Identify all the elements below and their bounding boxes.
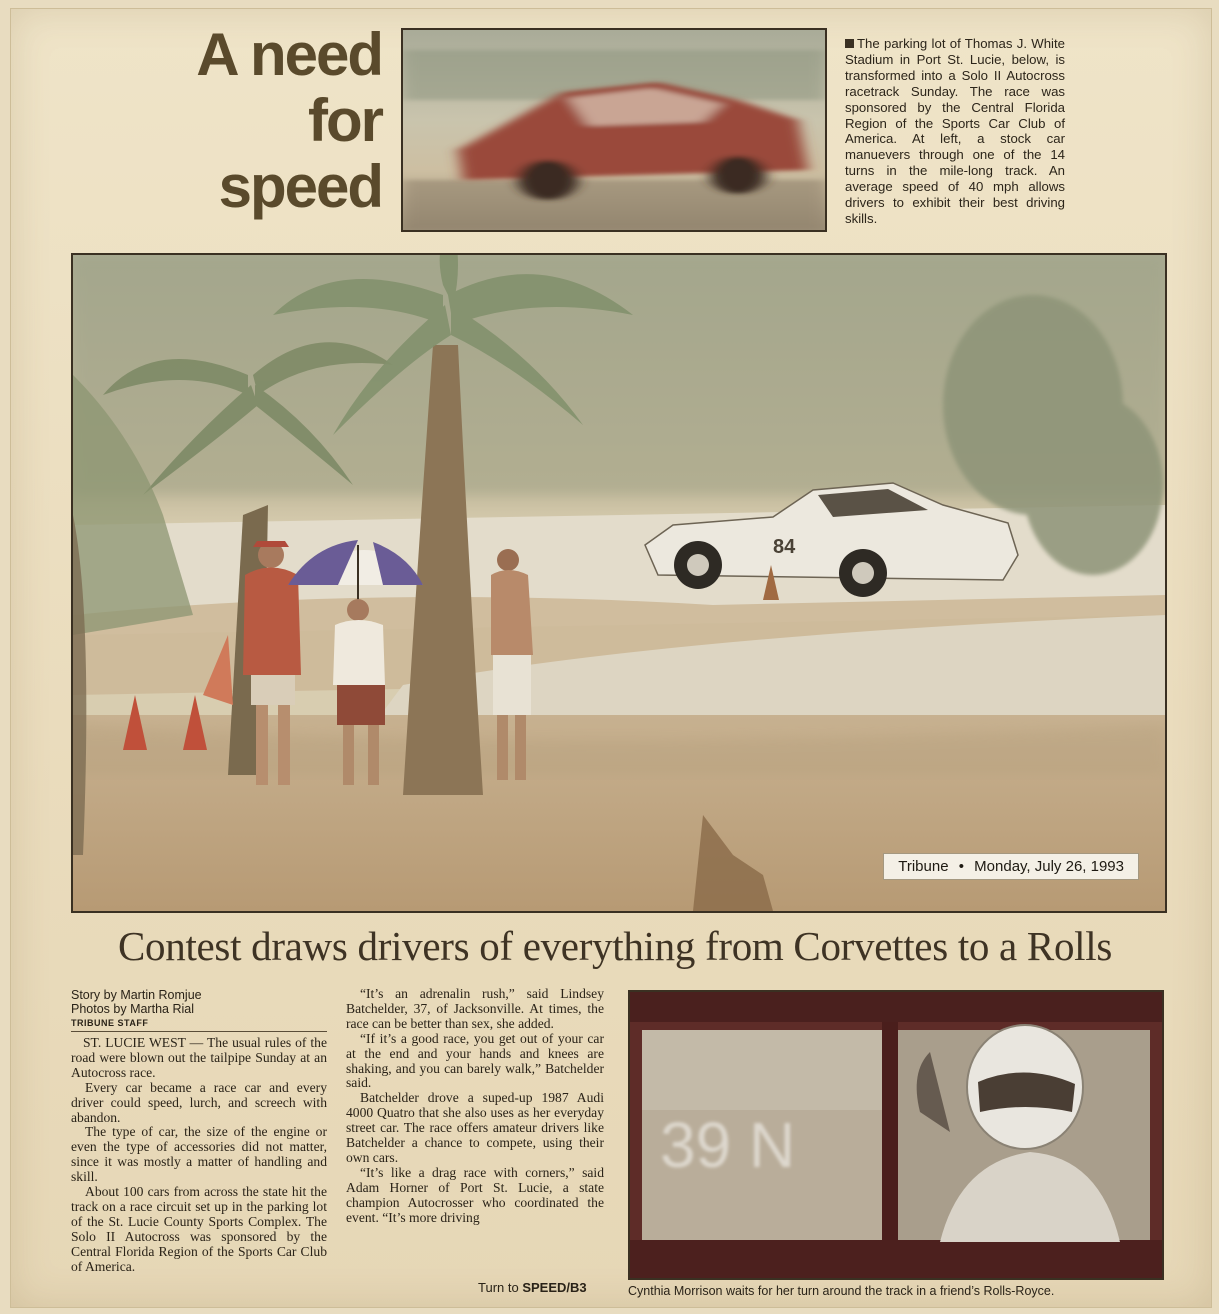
jump-prefix: Turn to: [478, 1280, 519, 1295]
jump-target: SPEED/B3: [522, 1280, 587, 1295]
caption-bullet-icon: [845, 39, 854, 48]
article-column-2: [346, 987, 604, 1226]
headline-line-3: speed: [218, 153, 382, 220]
byline-story: Story by Martin Romjue: [71, 988, 202, 1002]
column-1-paragraph: The type of car, the size of the engine or even the type of accessories did not matter, since it was mostly a matter of handling and skill.: [71, 1124, 327, 1185]
column-1-paragraph: Every car became a race car and every driver could speed, lurch, and screech with abandon.: [71, 1079, 327, 1125]
photo-caption-bottom: Cynthia Morrison waits for her turn around the track in a friend’s Rolls-Royce.: [628, 1284, 1055, 1298]
car-number-label: 84: [773, 536, 796, 558]
dateline-separator: •: [958, 858, 964, 875]
headline-line-1: A need: [196, 21, 382, 88]
byline-photos: Photos by Martha Rial: [71, 1002, 194, 1016]
driver-car-illustration: [630, 992, 1162, 1278]
jump-line: [478, 1280, 587, 1295]
photo-caption-top: [845, 36, 1065, 227]
dateline-date: Monday, July 26, 1993: [974, 858, 1124, 875]
column-1-paragraph: About 100 cars from across the state hit the track on a race circuit set up in the parking lot of the St. Lucie County Sports Complex. The Solo II Autocross was sponsored by the Central Florida Region of the Sports Car Club of America.: [71, 1184, 327, 1274]
dateline-badge: [883, 853, 1139, 880]
blurred-car-illustration: [403, 30, 825, 230]
photo-blurred-car: [401, 28, 827, 232]
window-writing: 39 N: [660, 1109, 796, 1181]
article-column-1: [71, 1036, 327, 1275]
byline-staff: TRIBUNE STAFF: [71, 1018, 149, 1028]
headline-line-2: for: [308, 87, 382, 154]
column-2-paragraph: Batchelder drove a suped-up 1987 Audi 4000 Quatro that she also uses as her everyday street car. The race offers amateur drivers like Batchelder a chance to compete, using their own cars.: [346, 1090, 604, 1165]
autocross-scene-illustration: [73, 255, 1165, 911]
feature-headline: [150, 22, 382, 220]
dateline-paper: Tribune: [898, 858, 949, 875]
column-2-paragraph: “It’s like a drag race with corners,” said Adam Horner of Port St. Lucie, a state champion Autocrosser who coordinated the event. “It’s more driving: [346, 1164, 604, 1225]
photo-autocross-track: [71, 253, 1167, 913]
article-headline: Contest draws drivers of everything from Corvettes to a Rolls: [118, 923, 1112, 969]
column-2-paragraph: “If it’s a good race, you get out of your car at the end and your hands and knees are shaking, and you can barely walk,” Batchelder said.: [346, 1030, 604, 1091]
byline: [71, 988, 331, 1030]
byline-rule: [71, 1031, 327, 1032]
photo-driver-rolls-royce: [628, 990, 1164, 1280]
caption-top-text: The parking lot of Thomas J. White Stadium in Port St. Lucie, below, is transformed into a Solo II Autocross racetrack Sunday. The race was sponsored by the Central Florida Region of the Sports Car Club of America. At left, a stock car manuevers through one of the 14 turns in the mile-long track. An average speed of 40 mph allows drivers to exhibit their best driving skills.: [845, 36, 1065, 226]
column-1-paragraph: ST. LUCIE WEST — The usual rules of the road were blown out the tailpipe Sunday at an Autocross race.: [71, 1035, 327, 1080]
column-2-paragraph: “It’s an adrenalin rush,” said Lindsey Batchelder, 37, of Jacksonville. At times, the race can be better than sex, she added.: [346, 986, 604, 1031]
